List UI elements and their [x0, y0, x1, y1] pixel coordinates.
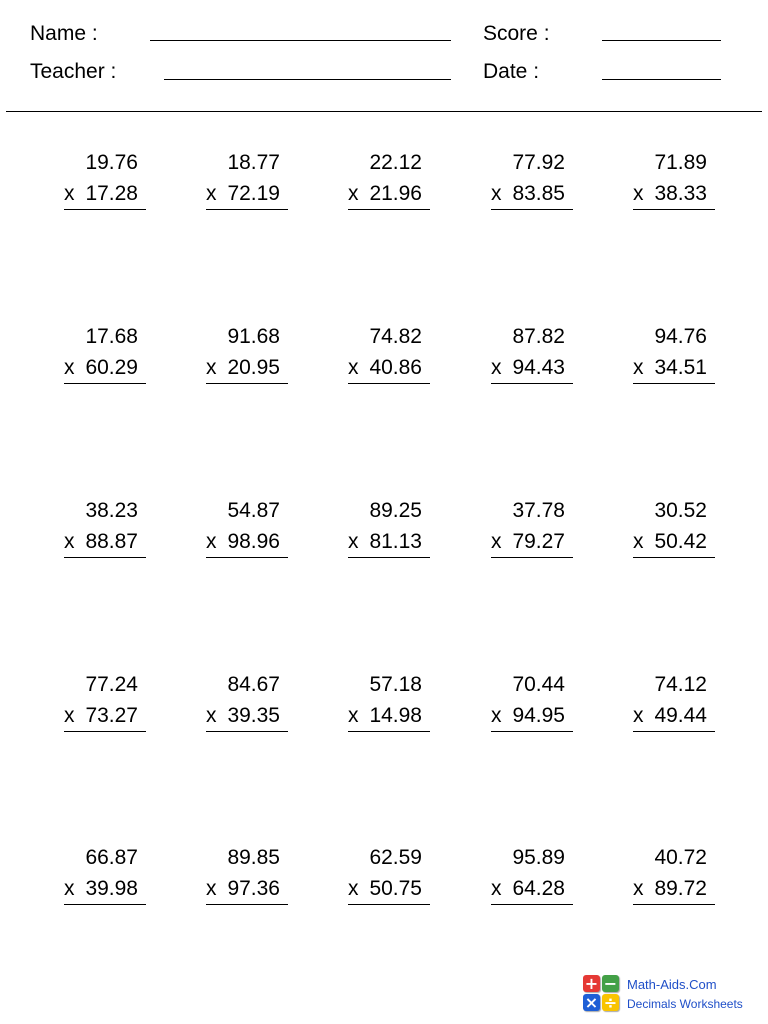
answer-line[interactable] — [491, 557, 573, 558]
answer-line[interactable] — [348, 557, 430, 558]
answer-line[interactable] — [633, 209, 715, 210]
problem-12 — [206, 499, 288, 569]
multiplier: 73.27 — [85, 704, 138, 727]
multiplier: 21.96 — [369, 182, 422, 205]
multiply-operator: x — [348, 182, 359, 205]
problem-13 — [348, 499, 430, 569]
score-field[interactable] — [602, 40, 721, 41]
multiplicand: 70.44 — [512, 673, 565, 696]
answer-line[interactable] — [348, 383, 430, 384]
problem-19 — [491, 673, 573, 743]
multiplicand: 84.67 — [227, 673, 280, 696]
problem-25 — [633, 846, 715, 916]
logo-subtitle: Decimals Worksheets — [627, 997, 743, 1011]
problem-20 — [633, 673, 715, 743]
multiply-operator: x — [633, 704, 644, 727]
multiplier: 50.75 — [369, 877, 422, 900]
multiply-operator: x — [348, 356, 359, 379]
multiplicand: 54.87 — [227, 499, 280, 522]
name-label: Name : — [30, 22, 98, 45]
multiply-operator: x — [64, 530, 75, 553]
answer-line[interactable] — [64, 383, 146, 384]
multiplier: 88.87 — [85, 530, 138, 553]
math-operators-logo-icon — [583, 975, 621, 1013]
problem-15 — [633, 499, 715, 569]
multiply-operator: x — [206, 356, 217, 379]
multiplier: 81.13 — [369, 530, 422, 553]
problem-21 — [64, 846, 146, 916]
problem-17 — [206, 673, 288, 743]
multiplier: 40.86 — [369, 356, 422, 379]
multiply-operator: x — [348, 530, 359, 553]
plus-icon: + — [584, 974, 599, 993]
answer-line[interactable] — [64, 557, 146, 558]
multiplicand: 57.18 — [369, 673, 422, 696]
multiplier: 49.44 — [654, 704, 707, 727]
multiply-operator: x — [64, 704, 75, 727]
multiplier: 14.98 — [369, 704, 422, 727]
multiplicand: 37.78 — [512, 499, 565, 522]
multiply-operator: x — [64, 356, 75, 379]
problem-8 — [348, 325, 430, 395]
answer-line[interactable] — [348, 904, 430, 905]
multiplier: 94.95 — [512, 704, 565, 727]
multiplicand: 18.77 — [227, 151, 280, 174]
minus-icon: − — [603, 974, 618, 993]
problem-18 — [348, 673, 430, 743]
multiplier: 83.85 — [512, 182, 565, 205]
problem-10 — [633, 325, 715, 395]
header-divider — [6, 111, 762, 112]
multiplicand: 74.12 — [654, 673, 707, 696]
multiplicand: 38.23 — [85, 499, 138, 522]
answer-line[interactable] — [206, 904, 288, 905]
multiplier: 98.96 — [227, 530, 280, 553]
multiply-operator: x — [633, 877, 644, 900]
name-field[interactable] — [150, 40, 451, 41]
date-label: Date : — [483, 60, 540, 83]
multiply-operator: x — [633, 530, 644, 553]
multiplicand: 89.85 — [227, 846, 280, 869]
teacher-field[interactable] — [164, 79, 451, 80]
problem-14 — [491, 499, 573, 569]
problem-6 — [64, 325, 146, 395]
multiplicand: 17.68 — [85, 325, 138, 348]
multiplier: 20.95 — [227, 356, 280, 379]
answer-line[interactable] — [206, 731, 288, 732]
multiplicand: 77.92 — [512, 151, 565, 174]
multiplier: 64.28 — [512, 877, 565, 900]
multiplier: 89.72 — [654, 877, 707, 900]
problem-2 — [206, 151, 288, 221]
answer-line[interactable] — [348, 209, 430, 210]
answer-line[interactable] — [491, 904, 573, 905]
multiply-operator: x — [491, 877, 502, 900]
answer-line[interactable] — [206, 383, 288, 384]
multiply-operator: x — [491, 182, 502, 205]
problem-23 — [348, 846, 430, 916]
multiply-operator: x — [491, 530, 502, 553]
problem-7 — [206, 325, 288, 395]
answer-line[interactable] — [633, 383, 715, 384]
multiply-operator: x — [206, 877, 217, 900]
multiply-operator: x — [491, 356, 502, 379]
multiplier: 79.27 — [512, 530, 565, 553]
multiplier: 38.33 — [654, 182, 707, 205]
problem-22 — [206, 846, 288, 916]
multiplicand: 74.82 — [369, 325, 422, 348]
multiplier: 72.19 — [227, 182, 280, 205]
answer-line[interactable] — [64, 731, 146, 732]
multiply-operator: x — [64, 182, 75, 205]
multiplicand: 89.25 — [369, 499, 422, 522]
multiplier: 97.36 — [227, 877, 280, 900]
problem-1 — [64, 151, 146, 221]
multiply-operator: x — [348, 877, 359, 900]
math-aids-logo — [583, 975, 755, 1017]
multiply-operator: x — [64, 877, 75, 900]
answer-line[interactable] — [64, 209, 146, 210]
problem-3 — [348, 151, 430, 221]
multiplicand: 77.24 — [85, 673, 138, 696]
multiplicand: 71.89 — [654, 151, 707, 174]
logo-site-name: Math-Aids.Com — [627, 977, 717, 992]
problem-24 — [491, 846, 573, 916]
multiply-operator: x — [206, 704, 217, 727]
multiplier: 94.43 — [512, 356, 565, 379]
answer-line[interactable] — [491, 383, 573, 384]
multiplier: 39.35 — [227, 704, 280, 727]
date-field[interactable] — [602, 79, 721, 80]
multiplier: 39.98 — [85, 877, 138, 900]
multiply-icon: × — [584, 993, 599, 1012]
answer-line[interactable] — [633, 904, 715, 905]
multiplicand: 19.76 — [85, 151, 138, 174]
answer-line[interactable] — [491, 731, 573, 732]
answer-line[interactable] — [491, 209, 573, 210]
multiplicand: 91.68 — [227, 325, 280, 348]
multiplicand: 30.52 — [654, 499, 707, 522]
answer-line[interactable] — [206, 557, 288, 558]
problem-4 — [491, 151, 573, 221]
answer-line[interactable] — [64, 904, 146, 905]
multiply-operator: x — [206, 182, 217, 205]
multiplier: 34.51 — [654, 356, 707, 379]
score-label: Score : — [483, 22, 550, 45]
problem-9 — [491, 325, 573, 395]
multiplier: 50.42 — [654, 530, 707, 553]
multiplicand: 62.59 — [369, 846, 422, 869]
multiply-operator: x — [206, 530, 217, 553]
multiply-operator: x — [633, 356, 644, 379]
answer-line[interactable] — [348, 731, 430, 732]
answer-line[interactable] — [633, 731, 715, 732]
multiplicand: 94.76 — [654, 325, 707, 348]
answer-line[interactable] — [633, 557, 715, 558]
multiplicand: 22.12 — [369, 151, 422, 174]
multiplicand: 95.89 — [512, 846, 565, 869]
multiplicand: 66.87 — [85, 846, 138, 869]
multiplicand: 40.72 — [654, 846, 707, 869]
divide-icon: ÷ — [603, 993, 618, 1012]
problem-16 — [64, 673, 146, 743]
multiply-operator: x — [348, 704, 359, 727]
multiplier: 60.29 — [85, 356, 138, 379]
multiplicand: 87.82 — [512, 325, 565, 348]
teacher-label: Teacher : — [30, 60, 117, 83]
multiply-operator: x — [491, 704, 502, 727]
problem-5 — [633, 151, 715, 221]
problem-11 — [64, 499, 146, 569]
answer-line[interactable] — [206, 209, 288, 210]
multiplier: 17.28 — [85, 182, 138, 205]
multiply-operator: x — [633, 182, 644, 205]
